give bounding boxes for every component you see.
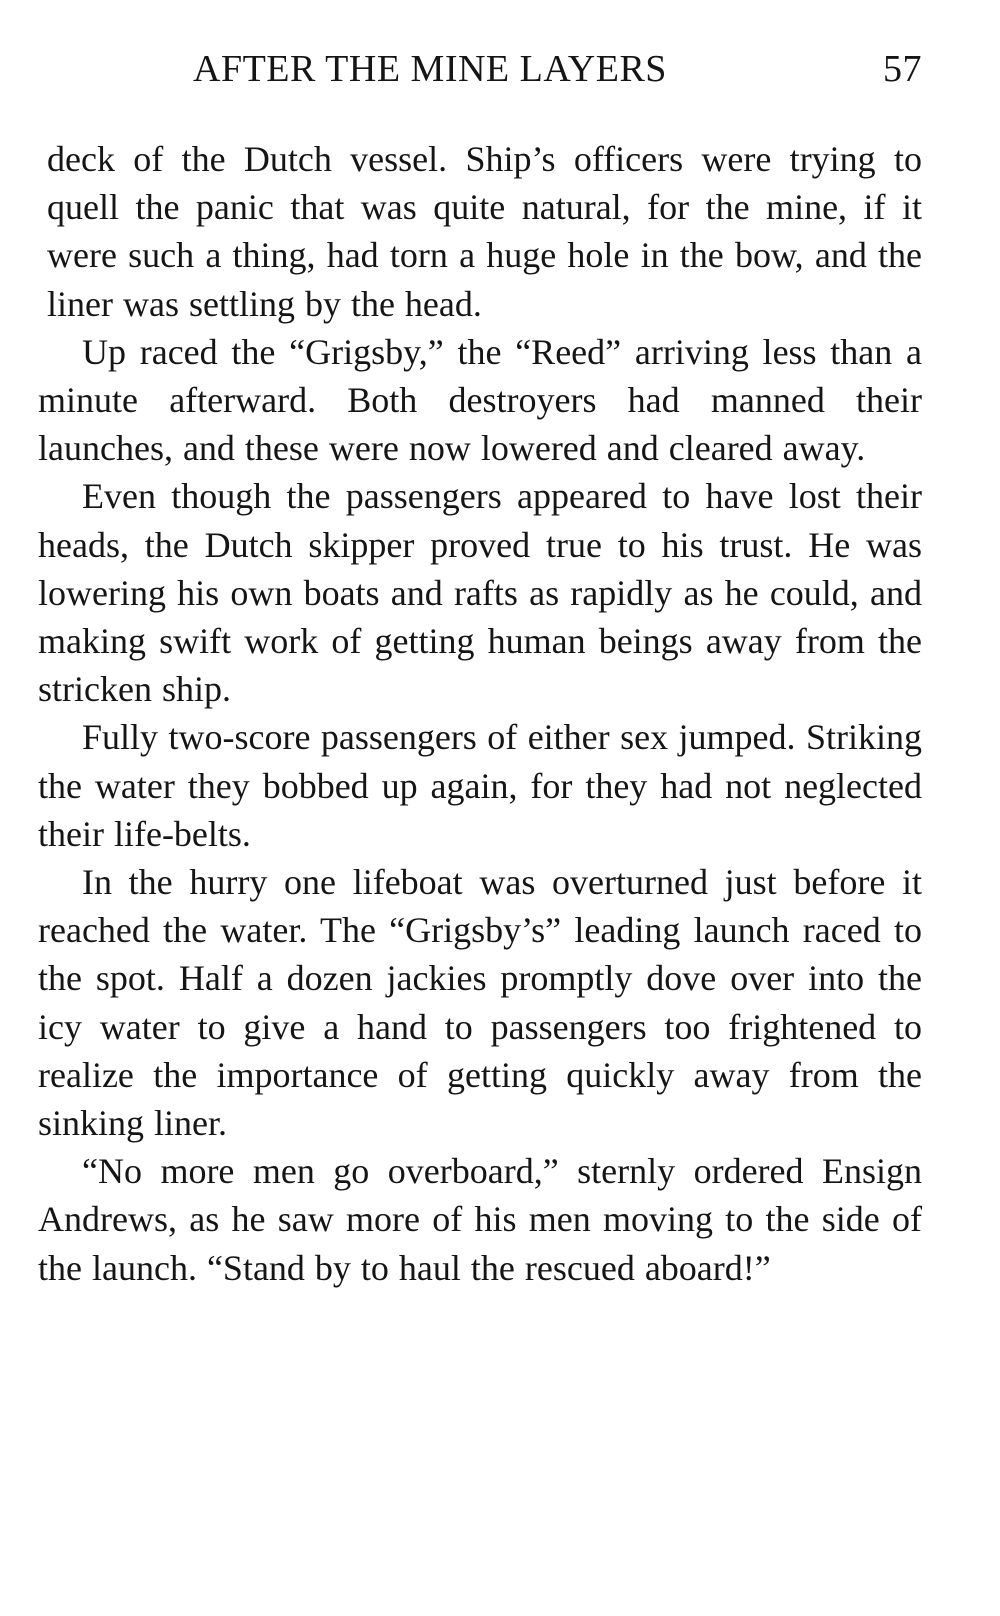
paragraph: Even though the passengers appeared to have lost their heads, the Dutch skipper proved true to his trust. He was lowering his own boats and rafts as rapidly as he could, and making swift work of getting human beings away from the stricken ship. [38, 476, 922, 710]
paragraph: “No more men go overboard,” sternly ordered Ensign Andrews, as he saw more of his men moving to the side of the launch. “Stand by to haul the rescued aboard!” [38, 1151, 922, 1288]
paragraph: deck of the Dutch vessel. Ship’s officers were trying to quell the panic that was quite natural, for the mine, if it were such a thing, had torn a huge hole in the bow, and the liner was settling by the head. [47, 139, 922, 324]
paragraph: In the hurry one lifeboat was overturned just before it reached the water. The “Grigsby’s” leading launch raced to the spot. Half a dozen jackies promptly dove over into the icy water to give a hand to passengers too frightened to realize the importance of getting quickly away from the sinking liner. [38, 862, 922, 1144]
running-title: AFTER THE MINE LAYERS [193, 48, 667, 90]
page-number: 57 [883, 48, 922, 90]
running-head [38, 40, 922, 98]
paragraph: Fully two-score passengers of either sex jumped. Striking the water they bobbed up again, for they had not neglected their life-belts. [38, 717, 922, 854]
body-text [38, 135, 922, 1292]
book-page [38, 40, 922, 1292]
paragraph: Up raced the “Grigsby,” the “Reed” arriving less than a minute afterward. Both destroyers had manned their launches, and these were now lowered and cleared away. [38, 331, 922, 469]
